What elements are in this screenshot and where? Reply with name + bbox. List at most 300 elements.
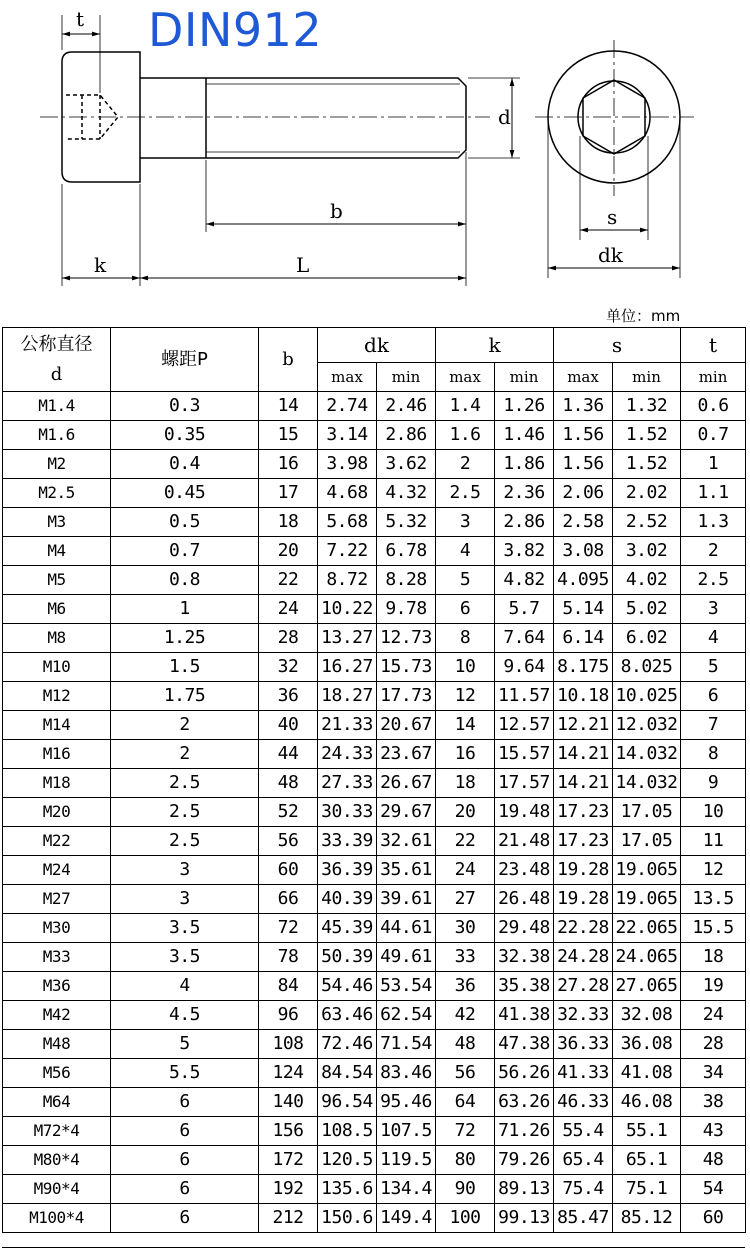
header-s: s xyxy=(554,328,681,363)
header-dk-max: max xyxy=(318,363,377,392)
cell-b: 72 xyxy=(259,914,318,943)
cell-pitch: 4.5 xyxy=(111,1001,259,1030)
cell-k-max: 72 xyxy=(436,1117,495,1146)
spec-table xyxy=(2,327,746,1233)
cell-s-max: 6.14 xyxy=(554,624,613,653)
cell-k-min: 17.57 xyxy=(495,769,554,798)
cell-s-max: 46.33 xyxy=(554,1088,613,1117)
cell-s-max: 55.4 xyxy=(554,1117,613,1146)
cell-s-max: 14.21 xyxy=(554,769,613,798)
cell-pitch: 5 xyxy=(111,1030,259,1059)
cell-k-min: 23.48 xyxy=(495,856,554,885)
cell-b: 66 xyxy=(259,885,318,914)
cell-dk-min: 3.62 xyxy=(377,450,436,479)
cell-b: 156 xyxy=(259,1117,318,1146)
header-pitch: 螺距P xyxy=(111,328,259,392)
table-row xyxy=(3,1117,746,1146)
cell-pitch: 6 xyxy=(111,1175,259,1204)
cell-s-min: 6.02 xyxy=(613,624,681,653)
cell-k-min: 3.82 xyxy=(495,537,554,566)
cell-dk-max: 135.6 xyxy=(318,1175,377,1204)
label-L: L xyxy=(296,253,310,277)
cell-pitch: 6 xyxy=(111,1117,259,1146)
label-b: b xyxy=(330,199,343,223)
cell-size: M48 xyxy=(3,1030,111,1059)
cell-dk-max: 72.46 xyxy=(318,1030,377,1059)
cell-b: 32 xyxy=(259,653,318,682)
cell-s-min: 55.1 xyxy=(613,1117,681,1146)
bolt-drawing xyxy=(0,0,750,300)
cell-k-min: 32.38 xyxy=(495,943,554,972)
cell-dk-min: 5.32 xyxy=(377,508,436,537)
cell-b: 124 xyxy=(259,1059,318,1088)
cell-dk-max: 96.54 xyxy=(318,1088,377,1117)
table-row xyxy=(3,943,746,972)
cell-s-min: 19.065 xyxy=(613,885,681,914)
header-t: t xyxy=(681,328,746,363)
cell-dk-max: 40.39 xyxy=(318,885,377,914)
cell-size: M2 xyxy=(3,450,111,479)
cell-dk-max: 84.54 xyxy=(318,1059,377,1088)
cell-dk-max: 5.68 xyxy=(318,508,377,537)
cell-dk-max: 54.46 xyxy=(318,972,377,1001)
cell-dk-min: 17.73 xyxy=(377,682,436,711)
cell-b: 44 xyxy=(259,740,318,769)
cell-dk-min: 23.67 xyxy=(377,740,436,769)
cell-dk-min: 95.46 xyxy=(377,1088,436,1117)
cell-dk-min: 149.4 xyxy=(377,1204,436,1233)
cell-dk-max: 3.98 xyxy=(318,450,377,479)
cell-s-max: 85.47 xyxy=(554,1204,613,1233)
table-row xyxy=(3,1030,746,1059)
cell-pitch: 3.5 xyxy=(111,914,259,943)
cell-b: 20 xyxy=(259,537,318,566)
cell-dk-max: 3.14 xyxy=(318,421,377,450)
cell-k-min: 79.26 xyxy=(495,1146,554,1175)
cell-size: M1.4 xyxy=(3,392,111,421)
cell-dk-max: 33.39 xyxy=(318,827,377,856)
cell-s-max: 36.33 xyxy=(554,1030,613,1059)
bottom-divider xyxy=(2,1247,745,1248)
cell-t-min: 2 xyxy=(681,537,746,566)
cell-pitch: 3 xyxy=(111,856,259,885)
cell-t-min: 18 xyxy=(681,943,746,972)
cell-b: 15 xyxy=(259,421,318,450)
cell-dk-min: 134.4 xyxy=(377,1175,436,1204)
cell-size: M56 xyxy=(3,1059,111,1088)
cell-pitch: 2 xyxy=(111,740,259,769)
cell-t-min: 8 xyxy=(681,740,746,769)
cell-t-min: 54 xyxy=(681,1175,746,1204)
cell-s-max: 22.28 xyxy=(554,914,613,943)
cell-dk-min: 44.61 xyxy=(377,914,436,943)
table-row xyxy=(3,479,746,508)
cell-b: 108 xyxy=(259,1030,318,1059)
table-row xyxy=(3,827,746,856)
cell-size: M100*4 xyxy=(3,1204,111,1233)
cell-dk-min: 9.78 xyxy=(377,595,436,624)
cell-dk-min: 12.73 xyxy=(377,624,436,653)
cell-s-min: 85.12 xyxy=(613,1204,681,1233)
cell-pitch: 2.5 xyxy=(111,798,259,827)
cell-k-min: 63.26 xyxy=(495,1088,554,1117)
cell-b: 60 xyxy=(259,856,318,885)
cell-t-min: 0.7 xyxy=(681,421,746,450)
table-row xyxy=(3,392,746,421)
cell-b: 78 xyxy=(259,943,318,972)
cell-size: M36 xyxy=(3,972,111,1001)
cell-k-min: 89.13 xyxy=(495,1175,554,1204)
header-s-max: max xyxy=(554,363,613,392)
cell-k-max: 22 xyxy=(436,827,495,856)
label-t: t xyxy=(76,7,85,31)
cell-dk-max: 108.5 xyxy=(318,1117,377,1146)
cell-s-max: 2.58 xyxy=(554,508,613,537)
cell-s-min: 46.08 xyxy=(613,1088,681,1117)
cell-dk-min: 39.61 xyxy=(377,885,436,914)
cell-t-min: 24 xyxy=(681,1001,746,1030)
cell-t-min: 1.3 xyxy=(681,508,746,537)
cell-b: 56 xyxy=(259,827,318,856)
cell-s-max: 1.56 xyxy=(554,421,613,450)
cell-s-max: 8.175 xyxy=(554,653,613,682)
cell-s-min: 14.032 xyxy=(613,769,681,798)
cell-k-max: 3 xyxy=(436,508,495,537)
cell-size: M8 xyxy=(3,624,111,653)
cell-b: 18 xyxy=(259,508,318,537)
cell-s-max: 32.33 xyxy=(554,1001,613,1030)
cell-size: M22 xyxy=(3,827,111,856)
header-k-max: max xyxy=(436,363,495,392)
header-b: b xyxy=(259,328,318,392)
cell-size: M24 xyxy=(3,856,111,885)
cell-s-max: 10.18 xyxy=(554,682,613,711)
cell-dk-min: 6.78 xyxy=(377,537,436,566)
cell-k-max: 80 xyxy=(436,1146,495,1175)
cell-t-min: 1 xyxy=(681,450,746,479)
cell-size: M12 xyxy=(3,682,111,711)
cell-t-min: 43 xyxy=(681,1117,746,1146)
cell-b: 40 xyxy=(259,711,318,740)
cell-dk-max: 50.39 xyxy=(318,943,377,972)
table-row xyxy=(3,566,746,595)
cell-k-max: 6 xyxy=(436,595,495,624)
cell-size: M33 xyxy=(3,943,111,972)
cell-s-min: 4.02 xyxy=(613,566,681,595)
cell-size: M3 xyxy=(3,508,111,537)
cell-k-max: 10 xyxy=(436,653,495,682)
cell-pitch: 6 xyxy=(111,1146,259,1175)
cell-k-max: 1.6 xyxy=(436,421,495,450)
header-dk-min: min xyxy=(377,363,436,392)
cell-size: M5 xyxy=(3,566,111,595)
cell-s-min: 2.52 xyxy=(613,508,681,537)
cell-b: 16 xyxy=(259,450,318,479)
cell-dk-min: 35.61 xyxy=(377,856,436,885)
cell-k-max: 90 xyxy=(436,1175,495,1204)
cell-s-max: 12.21 xyxy=(554,711,613,740)
cell-pitch: 5.5 xyxy=(111,1059,259,1088)
cell-pitch: 0.8 xyxy=(111,566,259,595)
cell-pitch: 1.75 xyxy=(111,682,259,711)
cell-dk-max: 63.46 xyxy=(318,1001,377,1030)
cell-dk-max: 4.68 xyxy=(318,479,377,508)
cell-t-min: 7 xyxy=(681,711,746,740)
cell-s-min: 5.02 xyxy=(613,595,681,624)
cell-b: 14 xyxy=(259,392,318,421)
table-row xyxy=(3,972,746,1001)
cell-size: M80*4 xyxy=(3,1146,111,1175)
table-row xyxy=(3,421,746,450)
table-row xyxy=(3,914,746,943)
cell-s-min: 10.025 xyxy=(613,682,681,711)
cell-pitch: 0.5 xyxy=(111,508,259,537)
cell-pitch: 1 xyxy=(111,595,259,624)
cell-s-max: 4.095 xyxy=(554,566,613,595)
cell-k-min: 2.36 xyxy=(495,479,554,508)
cell-s-max: 1.56 xyxy=(554,450,613,479)
header-nominal-line2: d xyxy=(50,363,63,385)
cell-k-min: 9.64 xyxy=(495,653,554,682)
table-row xyxy=(3,653,746,682)
cell-k-min: 99.13 xyxy=(495,1204,554,1233)
spec-table-body xyxy=(3,392,746,1233)
cell-dk-min: 49.61 xyxy=(377,943,436,972)
cell-k-max: 24 xyxy=(436,856,495,885)
cell-pitch: 1.5 xyxy=(111,653,259,682)
table-row xyxy=(3,450,746,479)
cell-s-min: 27.065 xyxy=(613,972,681,1001)
cell-k-min: 21.48 xyxy=(495,827,554,856)
table-row xyxy=(3,1001,746,1030)
cell-k-max: 1.4 xyxy=(436,392,495,421)
cell-dk-min: 107.5 xyxy=(377,1117,436,1146)
header-k: k xyxy=(436,328,554,363)
cell-dk-min: 15.73 xyxy=(377,653,436,682)
cell-pitch: 0.35 xyxy=(111,421,259,450)
cell-pitch: 3 xyxy=(111,885,259,914)
cell-s-max: 75.4 xyxy=(554,1175,613,1204)
cell-s-max: 41.33 xyxy=(554,1059,613,1088)
cell-pitch: 6 xyxy=(111,1088,259,1117)
cell-s-min: 1.32 xyxy=(613,392,681,421)
cell-b: 36 xyxy=(259,682,318,711)
cell-dk-max: 120.5 xyxy=(318,1146,377,1175)
header-s-min: min xyxy=(613,363,681,392)
cell-s-min: 1.52 xyxy=(613,450,681,479)
table-row xyxy=(3,711,746,740)
cell-s-max: 14.21 xyxy=(554,740,613,769)
cell-b: 48 xyxy=(259,769,318,798)
cell-t-min: 12 xyxy=(681,856,746,885)
cell-k-max: 36 xyxy=(436,972,495,1001)
label-s: s xyxy=(607,205,618,229)
cell-t-min: 28 xyxy=(681,1030,746,1059)
cell-k-max: 2.5 xyxy=(436,479,495,508)
cell-k-min: 35.38 xyxy=(495,972,554,1001)
cell-size: M90*4 xyxy=(3,1175,111,1204)
cell-t-min: 10 xyxy=(681,798,746,827)
cell-pitch: 0.45 xyxy=(111,479,259,508)
cell-b: 52 xyxy=(259,798,318,827)
cell-size: M4 xyxy=(3,537,111,566)
cell-k-min: 47.38 xyxy=(495,1030,554,1059)
cell-size: M6 xyxy=(3,595,111,624)
cell-k-min: 41.38 xyxy=(495,1001,554,1030)
table-row xyxy=(3,1146,746,1175)
cell-s-max: 2.06 xyxy=(554,479,613,508)
cell-size: M16 xyxy=(3,740,111,769)
cell-dk-max: 21.33 xyxy=(318,711,377,740)
header-nominal-line1: 公称直径 xyxy=(20,333,93,355)
cell-s-max: 3.08 xyxy=(554,537,613,566)
table-row xyxy=(3,508,746,537)
table-row xyxy=(3,1088,746,1117)
cell-k-min: 1.86 xyxy=(495,450,554,479)
cell-s-max: 17.23 xyxy=(554,798,613,827)
cell-dk-min: 53.54 xyxy=(377,972,436,1001)
cell-dk-min: 83.46 xyxy=(377,1059,436,1088)
cell-k-max: 100 xyxy=(436,1204,495,1233)
table-row xyxy=(3,624,746,653)
cell-t-min: 13.5 xyxy=(681,885,746,914)
cell-b: 84 xyxy=(259,972,318,1001)
cell-dk-max: 36.39 xyxy=(318,856,377,885)
cell-k-max: 12 xyxy=(436,682,495,711)
cell-s-min: 24.065 xyxy=(613,943,681,972)
cell-size: M30 xyxy=(3,914,111,943)
table-row xyxy=(3,682,746,711)
cell-k-min: 15.57 xyxy=(495,740,554,769)
cell-t-min: 60 xyxy=(681,1204,746,1233)
cell-k-min: 1.26 xyxy=(495,392,554,421)
cell-size: M20 xyxy=(3,798,111,827)
cell-t-min: 1.1 xyxy=(681,479,746,508)
cell-k-min: 11.57 xyxy=(495,682,554,711)
cell-k-min: 5.7 xyxy=(495,595,554,624)
table-row xyxy=(3,1204,746,1233)
cell-dk-max: 150.6 xyxy=(318,1204,377,1233)
cell-dk-min: 26.67 xyxy=(377,769,436,798)
cell-t-min: 9 xyxy=(681,769,746,798)
cell-k-max: 56 xyxy=(436,1059,495,1088)
cell-b: 172 xyxy=(259,1146,318,1175)
cell-s-min: 12.032 xyxy=(613,711,681,740)
cell-k-min: 4.82 xyxy=(495,566,554,595)
cell-t-min: 15.5 xyxy=(681,914,746,943)
cell-k-max: 4 xyxy=(436,537,495,566)
cell-k-min: 29.48 xyxy=(495,914,554,943)
header-nominal-diameter xyxy=(3,328,111,392)
label-dk: dk xyxy=(598,243,623,267)
table-row xyxy=(3,595,746,624)
cell-pitch: 6 xyxy=(111,1204,259,1233)
cell-dk-max: 27.33 xyxy=(318,769,377,798)
unit-note: 单位：mm xyxy=(606,307,681,325)
cell-s-min: 2.02 xyxy=(613,479,681,508)
cell-k-max: 8 xyxy=(436,624,495,653)
cell-k-max: 18 xyxy=(436,769,495,798)
cell-pitch: 2.5 xyxy=(111,827,259,856)
cell-pitch: 1.25 xyxy=(111,624,259,653)
cell-k-min: 26.48 xyxy=(495,885,554,914)
cell-b: 212 xyxy=(259,1204,318,1233)
cell-s-max: 5.14 xyxy=(554,595,613,624)
cell-s-min: 3.02 xyxy=(613,537,681,566)
cell-s-min: 36.08 xyxy=(613,1030,681,1059)
cell-s-min: 32.08 xyxy=(613,1001,681,1030)
cell-s-max: 1.36 xyxy=(554,392,613,421)
header-k-min: min xyxy=(495,363,554,392)
cell-dk-max: 16.27 xyxy=(318,653,377,682)
cell-b: 96 xyxy=(259,1001,318,1030)
cell-s-min: 75.1 xyxy=(613,1175,681,1204)
cell-dk-min: 29.67 xyxy=(377,798,436,827)
cell-k-min: 71.26 xyxy=(495,1117,554,1146)
cell-s-max: 27.28 xyxy=(554,972,613,1001)
cell-dk-max: 10.22 xyxy=(318,595,377,624)
cell-dk-max: 18.27 xyxy=(318,682,377,711)
cell-k-max: 2 xyxy=(436,450,495,479)
cell-b: 28 xyxy=(259,624,318,653)
cell-dk-max: 8.72 xyxy=(318,566,377,595)
cell-s-min: 14.032 xyxy=(613,740,681,769)
cell-s-min: 17.05 xyxy=(613,827,681,856)
cell-pitch: 2 xyxy=(111,711,259,740)
cell-size: M2.5 xyxy=(3,479,111,508)
cell-s-max: 24.28 xyxy=(554,943,613,972)
cell-dk-min: 71.54 xyxy=(377,1030,436,1059)
cell-k-min: 12.57 xyxy=(495,711,554,740)
cell-dk-min: 62.54 xyxy=(377,1001,436,1030)
label-k: k xyxy=(94,253,107,277)
cell-b: 24 xyxy=(259,595,318,624)
cell-size: M10 xyxy=(3,653,111,682)
cell-dk-max: 7.22 xyxy=(318,537,377,566)
cell-size: M14 xyxy=(3,711,111,740)
cell-k-min: 7.64 xyxy=(495,624,554,653)
cell-t-min: 4 xyxy=(681,624,746,653)
cell-dk-min: 8.28 xyxy=(377,566,436,595)
table-row xyxy=(3,1175,746,1204)
page-title: DIN912 xyxy=(148,3,323,57)
table-row xyxy=(3,1059,746,1088)
cell-s-min: 65.1 xyxy=(613,1146,681,1175)
table-row xyxy=(3,740,746,769)
cell-dk-min: 4.32 xyxy=(377,479,436,508)
cell-t-min: 19 xyxy=(681,972,746,1001)
cell-b: 192 xyxy=(259,1175,318,1204)
cell-k-max: 42 xyxy=(436,1001,495,1030)
cell-t-min: 2.5 xyxy=(681,566,746,595)
cell-dk-min: 20.67 xyxy=(377,711,436,740)
cell-pitch: 0.7 xyxy=(111,537,259,566)
cell-dk-max: 13.27 xyxy=(318,624,377,653)
cell-b: 140 xyxy=(259,1088,318,1117)
cell-s-max: 65.4 xyxy=(554,1146,613,1175)
cell-t-min: 5 xyxy=(681,653,746,682)
cell-size: M27 xyxy=(3,885,111,914)
table-row xyxy=(3,769,746,798)
header-t-min: min xyxy=(681,363,746,392)
cell-t-min: 0.6 xyxy=(681,392,746,421)
table-row xyxy=(3,537,746,566)
cell-s-min: 17.05 xyxy=(613,798,681,827)
cell-dk-max: 24.33 xyxy=(318,740,377,769)
header-dk: dk xyxy=(318,328,436,363)
cell-size: M42 xyxy=(3,1001,111,1030)
cell-s-min: 41.08 xyxy=(613,1059,681,1088)
